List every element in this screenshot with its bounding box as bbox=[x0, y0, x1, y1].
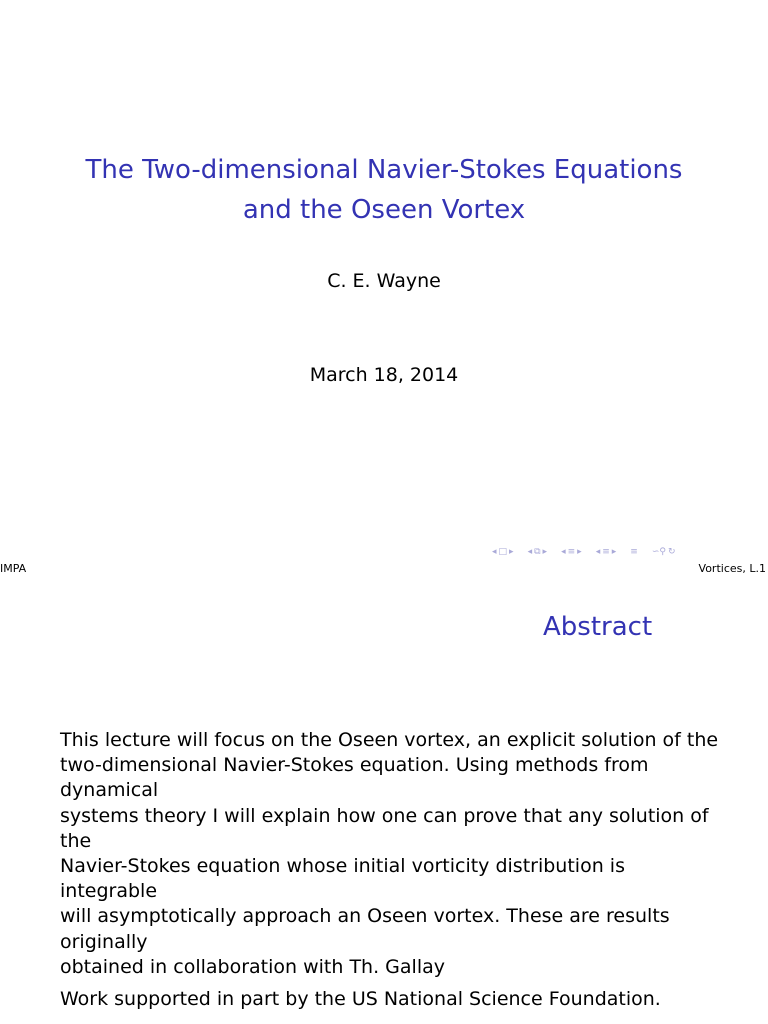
nav-next-subsection-icon[interactable]: ▸ bbox=[542, 547, 548, 557]
nav-align-icon[interactable]: ≡ bbox=[630, 547, 638, 557]
funding-note: Work supported in part by the US National Science Foundation. bbox=[60, 988, 661, 1010]
abstract-line: will asymptotically approach an Oseen vortex. These are results originally bbox=[60, 905, 670, 953]
nav-prev-doc-icon[interactable]: ◂ bbox=[595, 547, 601, 557]
footer-slide-label: Vortices, L.1 bbox=[698, 562, 766, 575]
nav-next-doc-icon[interactable]: ▸ bbox=[611, 547, 617, 557]
nav-prev-frame-icon[interactable]: ◂ bbox=[492, 547, 497, 557]
abstract-title: Abstract bbox=[543, 612, 653, 642]
nav-doc-icon[interactable]: ≡ bbox=[602, 547, 610, 557]
nav-subsection-icon[interactable]: ⧉ bbox=[534, 547, 541, 557]
nav-prev-subsection-icon[interactable]: ◂ bbox=[527, 547, 533, 557]
presentation-date: March 18, 2014 bbox=[309, 364, 459, 386]
abstract-line: Navier-Stokes equation whose initial vorticity distribution is integrable bbox=[60, 855, 625, 903]
nav-back-icon[interactable]: ↻ bbox=[667, 547, 676, 557]
nav-next-section-icon[interactable]: ▸ bbox=[577, 547, 582, 557]
nav-next-frame-icon[interactable]: ▸ bbox=[509, 547, 514, 557]
abstract-line: This lecture will focus on the Oseen vortex, an explicit solution of the bbox=[60, 729, 719, 751]
abstract-text bbox=[60, 728, 720, 980]
author: C. E. Wayne bbox=[327, 270, 441, 292]
abstract-line: two-dimensional Navier-Stokes equation. Using methods from dynamical bbox=[60, 754, 649, 802]
nav-prev-section-icon[interactable]: ◂ bbox=[561, 547, 566, 557]
nav-search-icon[interactable]: ∽⚲ bbox=[651, 547, 666, 557]
title-line-1: The Two-dimensional Navier-Stokes Equations bbox=[85, 155, 683, 185]
abstract-line: obtained in collaboration with Th. Gallay bbox=[60, 955, 445, 978]
abstract-line: systems theory I will explain how one can prove that any solution of the bbox=[60, 804, 709, 852]
nav-frame-icon[interactable]: □ bbox=[498, 547, 508, 557]
beamer-navigation-bar bbox=[492, 545, 676, 559]
footer-institution: IMPA bbox=[0, 562, 27, 575]
nav-section-icon[interactable]: ≡ bbox=[567, 547, 576, 557]
presentation-title bbox=[0, 150, 768, 230]
title-line-2: and the Oseen Vortex bbox=[242, 195, 526, 225]
